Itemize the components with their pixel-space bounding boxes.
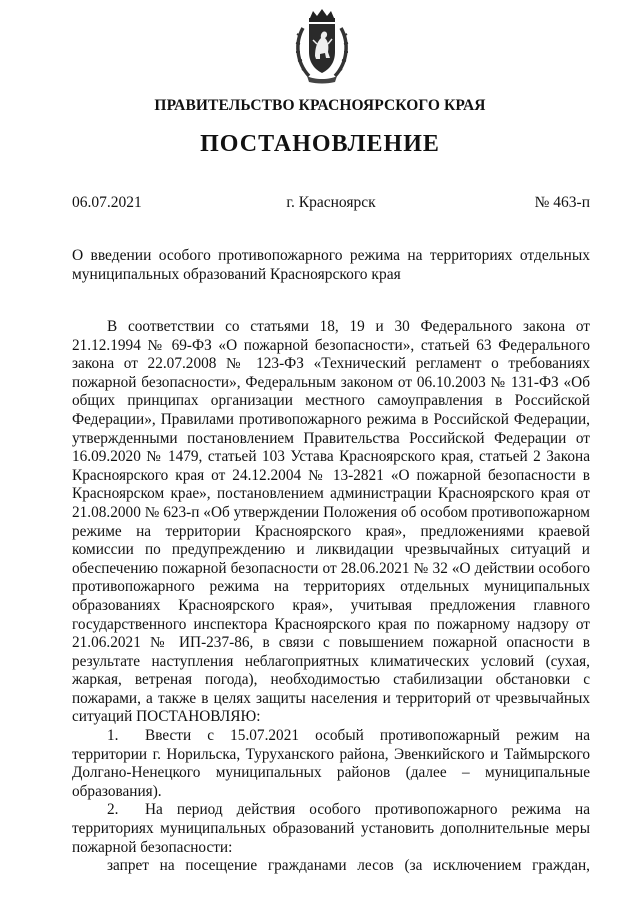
list-item-2-text: На период действия особого противопожарного режима на территориях муниципальных образований установить дополнительные меры пожарной безопасности: — [72, 801, 590, 856]
document-city: г. Красноярск — [286, 194, 376, 211]
list-item-2 — [72, 801, 590, 857]
government-title: ПРАВИТЕЛЬСТВО КРАСНОЯРСКОГО КРАЯ — [154, 97, 486, 114]
document-meta-row — [72, 194, 590, 212]
list-item-2-subitem: запрет на посещение гражданами лесов (за исключением граждан, — [107, 857, 590, 875]
coat-of-arms-emblem — [293, 8, 351, 84]
list-item-1-number: 1. — [107, 727, 119, 745]
document-type-title: ПОСТАНОВЛЕНИЕ — [200, 131, 440, 157]
document-body — [72, 318, 590, 876]
list-item-1 — [72, 727, 590, 801]
list-item-1-text: Ввести с 15.07.2021 особый противопожарный режим на территории г. Норильска, Туруханского района, Эвенкийского и Таймырского Долгано-Ненецкого муниципальных районов (далее – муниципальные образования). — [72, 727, 590, 800]
document-subject: О введении особого противопожарного режима на территориях отдельных муниципальных образований Красноярского края — [72, 247, 590, 283]
document-date: 06.07.2021 — [72, 194, 142, 211]
preamble-paragraph: В соответствии со статьями 18, 19 и 30 Федерального закона от 21.12.1994 № 69-ФЗ «О пожарной безопасности», статьей 63 Федерального закона от 22.07.2008 № 123-ФЗ «Технический регламент о требованиях пожарной безопасности», Федеральным законом от 06.10.2003 № 131-ФЗ «Об общих принципах организации местного самоуправления в Российской Федерации», Правилами противопожарного режима в Российской Федерации, утвержденными постановлением Правительства Российской Федерации от 16.09.2020 № 1479, статьей 103 Устава Красноярского края, статьей 2 Закона Красноярского края от 24.12.2004 № 13-2821 «О пожарной безопасности в Красноярском крае», постановлением администрации Красноярского края от 21.08.2000 № 623-п «Об утверждении Положения об особом противопожарном режиме на территории Красноярского края», предложениями краевой комиссии по предупреждению и ликвидации чрезвычайных ситуаций и обеспечению пожарной безопасности от 28.06.2021 № 32 «О действии особого противопожарного режима на территориях отдельных муниципальных образованиях Красноярского края», учитывая предложения главного государственного инспектора Красноярского края по пожарному надзору от 21.06.2021 № ИП-237-86, в связи с повышением пожарной опасности в результате наступления неблагоприятных климатических условий (сухая, жаркая, ветреная погода), необходимостью стабилизации обстановки с пожарами, а также в целях защиты населения и территорий от чрезвычайных ситуаций ПОСТАНОВЛЯЮ: — [72, 318, 590, 726]
document-number: № 463-п — [534, 194, 590, 211]
list-item-2-number: 2. — [107, 801, 119, 819]
